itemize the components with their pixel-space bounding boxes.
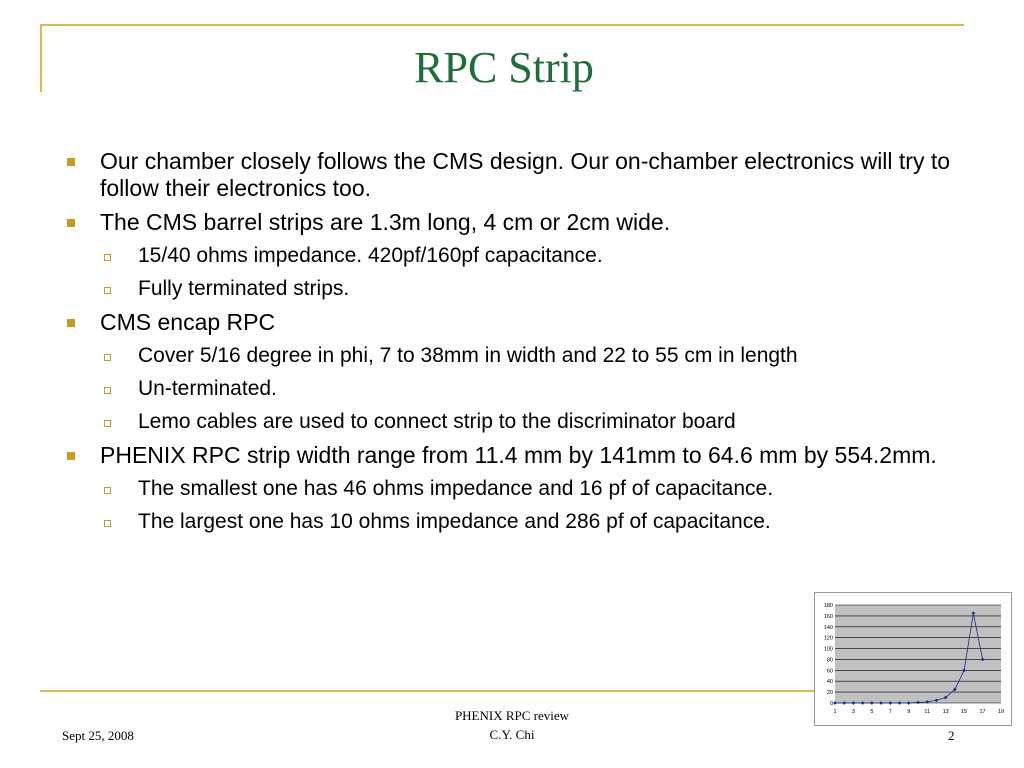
bullet-list bbox=[0, 148, 1024, 542]
bullet-text: CMS encap RPC bbox=[100, 309, 276, 335]
sub-bullet-text: Cover 5/16 degree in phi, 7 to 38mm in width and 22 to 55 cm in length bbox=[138, 344, 798, 367]
y-tick-label: 80 bbox=[826, 657, 833, 664]
y-tick-label: 0 bbox=[829, 701, 833, 707]
plot-area bbox=[835, 605, 1001, 703]
square-bullet-icon bbox=[67, 319, 75, 327]
bullet-text: PHENIX RPC strip width range from 11.4 mm by 141mm to 64.6 mm by 554.2mm. bbox=[100, 442, 937, 468]
x-tick-label: 13 bbox=[942, 709, 949, 715]
sub-bullet-item bbox=[0, 343, 1024, 369]
sub-bullet-text: The largest one has 10 ohms impedance and 286 pf of capacitance. bbox=[138, 510, 771, 533]
footer-event: PHENIX RPC review bbox=[454, 708, 570, 723]
line-chart bbox=[815, 593, 1011, 725]
sub-bullet-text: Lemo cables are used to connect strip to the discriminator board bbox=[138, 410, 736, 433]
x-tick-label: 3 bbox=[851, 709, 855, 715]
hollow-square-bullet-icon bbox=[104, 520, 111, 527]
page-number: 2 bbox=[948, 728, 955, 743]
hollow-square-bullet-icon bbox=[104, 354, 111, 361]
footer-center bbox=[412, 706, 612, 744]
x-tick-label: 19 bbox=[997, 709, 1005, 715]
hollow-square-bullet-icon bbox=[104, 287, 111, 294]
bullet-item bbox=[0, 209, 1024, 236]
sub-bullet-item bbox=[0, 276, 1024, 302]
y-tick-label: 160 bbox=[823, 613, 833, 620]
slide-title: RPC Strip bbox=[414, 43, 594, 92]
hollow-square-bullet-icon bbox=[104, 420, 111, 427]
sub-bullet-item bbox=[0, 509, 1024, 535]
sub-bullet-text: 15/40 ohms impedance. 420pf/160pf capacitance. bbox=[138, 244, 603, 267]
embedded-chart bbox=[814, 592, 1012, 726]
x-tick-label: 7 bbox=[888, 709, 892, 715]
y-tick-label: 40 bbox=[826, 679, 833, 686]
bullet-text: The CMS barrel strips are 1.3m long, 4 cm or 2cm wide. bbox=[100, 209, 671, 235]
hollow-square-bullet-icon bbox=[104, 387, 111, 394]
hollow-square-bullet-icon bbox=[104, 254, 111, 261]
x-tick-label: 9 bbox=[907, 709, 911, 715]
x-tick-label: 15 bbox=[961, 709, 968, 715]
y-tick-label: 20 bbox=[826, 690, 833, 697]
footer-author: C.Y. Chi bbox=[489, 727, 535, 742]
sub-bullet-text: Fully terminated strips. bbox=[138, 277, 350, 300]
x-tick-label: 11 bbox=[924, 709, 931, 715]
y-tick-label: 140 bbox=[823, 624, 833, 631]
footer-date: Sept 25, 2008 bbox=[62, 728, 134, 743]
bullet-item bbox=[0, 148, 1024, 202]
y-tick-label: 120 bbox=[823, 635, 833, 642]
bullet-item bbox=[0, 309, 1024, 336]
x-tick-label: 5 bbox=[870, 709, 874, 715]
sub-bullet-item bbox=[0, 376, 1024, 402]
sub-bullet-item bbox=[0, 243, 1024, 269]
y-tick-label: 100 bbox=[823, 646, 833, 653]
sub-bullet-item bbox=[0, 476, 1024, 502]
frame-top-rule bbox=[40, 24, 964, 26]
y-tick-label: 60 bbox=[826, 668, 833, 675]
hollow-square-bullet-icon bbox=[104, 487, 111, 494]
sub-bullet-text: Un-terminated. bbox=[138, 377, 277, 400]
x-tick-label: 1 bbox=[833, 709, 837, 715]
square-bullet-icon bbox=[67, 158, 75, 166]
x-tick-label: 17 bbox=[979, 709, 986, 715]
bullet-text: Our chamber closely follows the CMS design. Our on-chamber electronics will try to follow their electronics too. bbox=[100, 148, 951, 201]
y-tick-label: 180 bbox=[823, 603, 833, 609]
sub-bullet-item bbox=[0, 409, 1024, 435]
sub-bullet-text: The smallest one has 46 ohms impedance and 16 pf of capacitance. bbox=[138, 477, 774, 500]
square-bullet-icon bbox=[67, 219, 75, 227]
square-bullet-icon bbox=[67, 452, 75, 460]
bullet-item bbox=[0, 442, 1024, 469]
